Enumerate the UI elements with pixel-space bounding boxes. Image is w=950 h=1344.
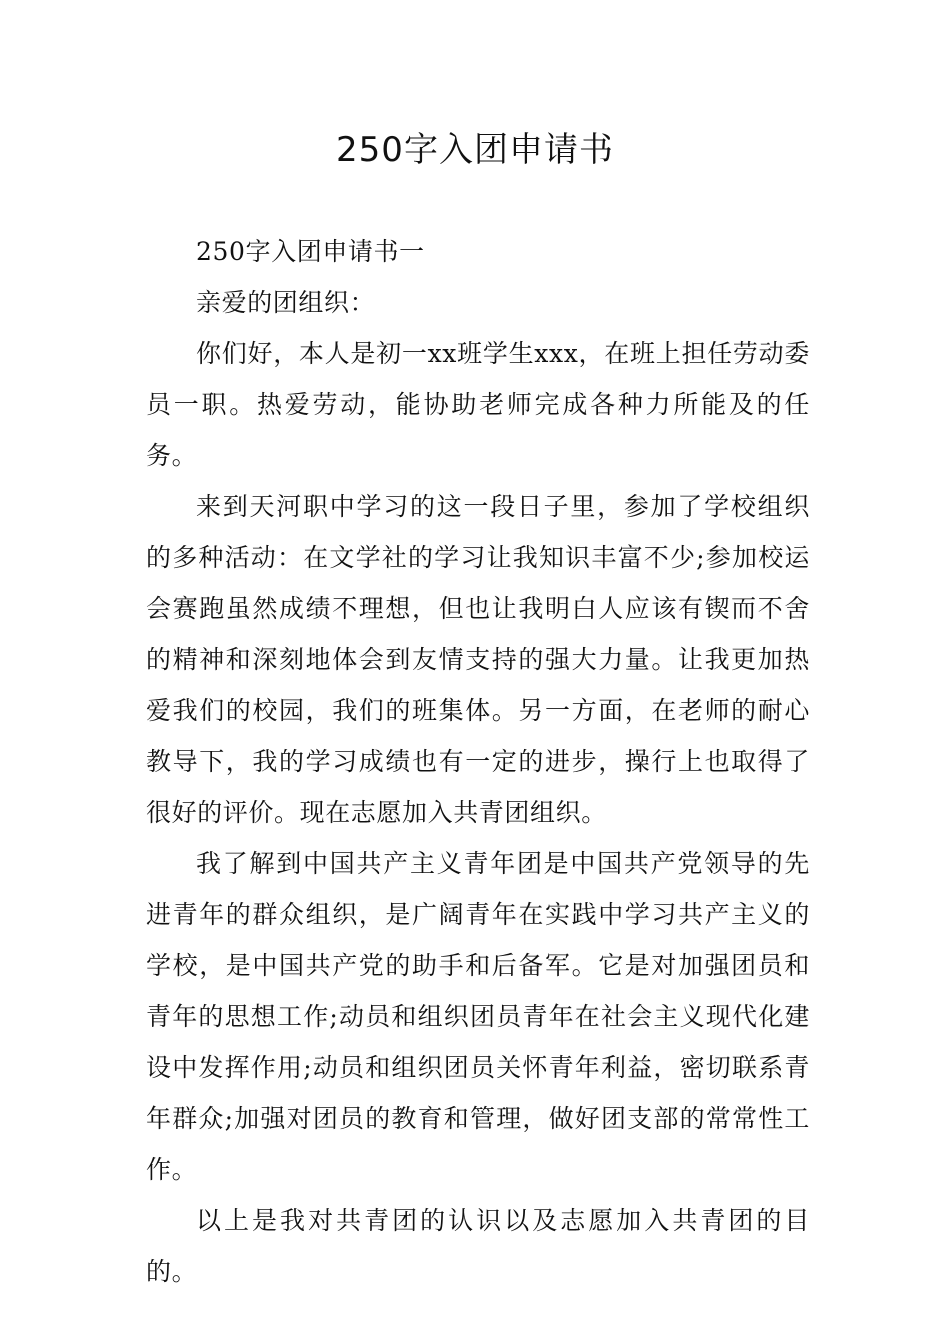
closing-paragraph: 以上是我对共青团的认识以及志愿加入共青团的目的。: [146, 1206, 810, 1286]
activities-paragraph: 来到天河职中学习的这一段日子里，参加了学校组织的多种活动：在文学社的学习让我知识丰富不少;参加校运会赛跑虽然成绩不理想，但也让我明白人应该有锲而不舍的精神和深刻地体会到友情支持的强大力量。让我更加热爱我们的校园，我们的班集体。另一方面，在老师的耐心教导下，我的学习成绩也有一定的进步，操行上也取得了很好的评价。现在志愿加入共青团组织。: [146, 492, 810, 827]
intro-paragraph: 你们好，本人是初一xx班学生xxx，在班上担任劳动委员一职。热爱劳动，能协助老师完成各种力所能及的任务。: [146, 339, 810, 470]
understanding-paragraph: 我了解到中国共产主义青年团是中国共产党领导的先进青年的群众组织，是广阔青年在实践中学习共产主义的学校，是中国共产党的助手和后备军。它是对加强团员和青年的思想工作;动员和组织团员青年在社会主义现代化建设中发挥作用;动员和组织团员关怀青年利益，密切联系青年群众;加强对团员的教育和管理，做好团支部的常常性工作。: [146, 849, 810, 1184]
subtitle-paragraph: 250字入团申请书一: [196, 237, 425, 266]
document-body: [146, 226, 810, 1297]
salutation-paragraph: 亲爱的团组织：: [196, 288, 376, 317]
document-title: 250字入团申请书: [336, 130, 614, 170]
